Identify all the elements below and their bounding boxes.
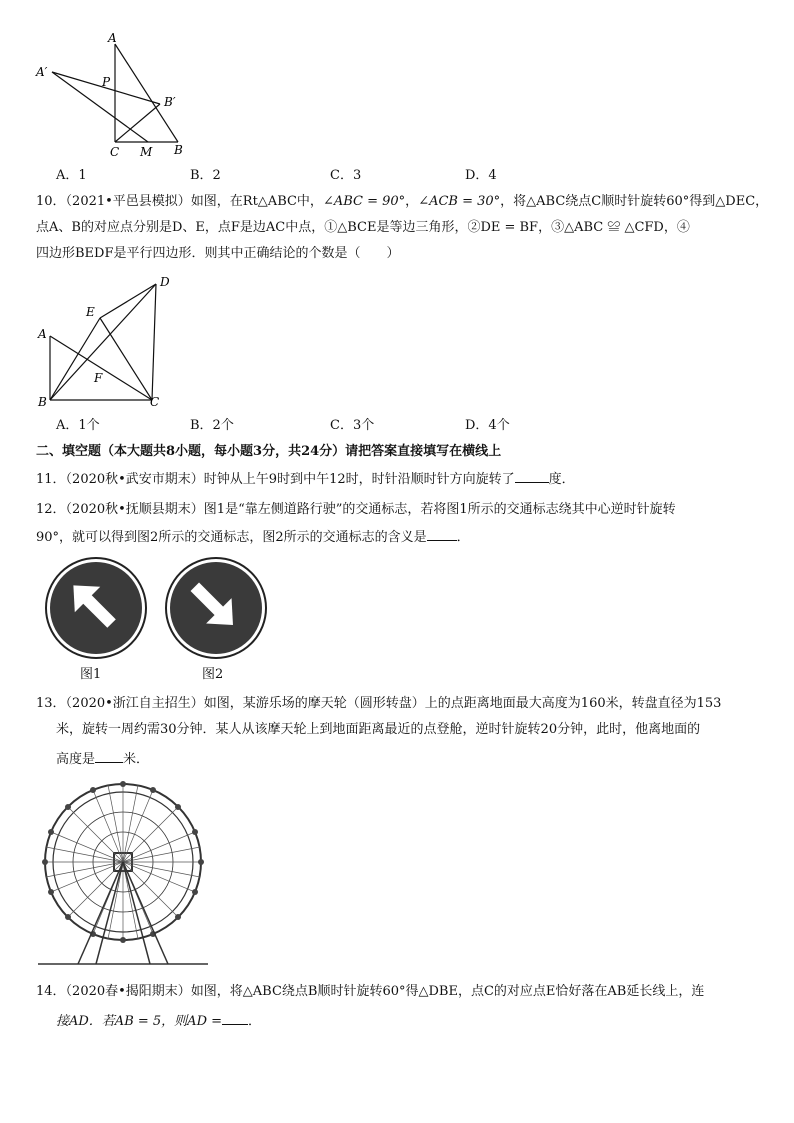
q13-line2: 米，旋转一周约需30分钟．某人从该摩天轮上到地面距离最近的点登舱，逆时针旋转20分钟，此时，他离地面的 xyxy=(56,722,701,737)
q10-line1-c: ， xyxy=(405,194,419,209)
q11-answer-blank xyxy=(515,470,549,483)
q14-answer-blank xyxy=(222,1012,248,1025)
q12-line2-end: ． xyxy=(456,530,470,545)
q13-line1: 13．（2020•浙江自主招生）如图，某游乐场的摩天轮（圆形转盘）上的点距离地面最大高度为160米，转盘直径为153 xyxy=(36,696,722,711)
q10-angle-acb: ∠ACB = 30° xyxy=(418,194,501,209)
q14-line2-end: ． xyxy=(248,1014,262,1029)
q11-text-end: 度． xyxy=(548,472,575,487)
label-P: P xyxy=(102,75,111,89)
q14-line1: 14．（2020春•揭阳期末）如图，将△ABC绕点B顺时针旋转60°得△DBE，点C的对应点E恰好落在AB延长线上，连 xyxy=(36,984,705,999)
q10-option-c: C．3个 xyxy=(330,418,375,433)
q9-option-b: B．2 xyxy=(190,168,221,183)
label-A: A xyxy=(108,31,117,45)
figure-1-caption: 图1 xyxy=(80,667,102,682)
label-D: D xyxy=(160,275,170,289)
q12-line2-text: 90°，就可以得到图2所示的交通标志，图2所示的交通标志的含义是 xyxy=(36,530,427,545)
q12-line1: 12．（2020秋•抚顺县期末）图1是“靠左侧道路行驶”的交通标志，若将图1所示的交通标志绕其中心逆时针旋转 xyxy=(36,502,676,517)
q12-line2 xyxy=(36,528,470,546)
figure-2-caption: 图2 xyxy=(202,667,224,682)
label-F: F xyxy=(94,371,103,385)
q10-figure xyxy=(32,270,182,410)
q10-option-d: D．4个 xyxy=(465,418,510,433)
label-A-prime: A′ xyxy=(36,65,48,79)
q10-angle-abc: ∠ABC = 90° xyxy=(322,194,406,209)
q10-line1-a: 10．（2021•平邑县模拟）如图，在Rt△ABC中， xyxy=(36,194,323,209)
section-2-heading: 二、填空题（本大题共8小题，每小题3分，共24分）请把答案直接填写在横线上 xyxy=(36,444,502,459)
q10-line3: 四边形BEDF是平行四边形．则其中正确结论的个数是（ ） xyxy=(36,246,400,261)
q13-line3-text: 高度是 xyxy=(56,752,96,767)
q13-answer-blank xyxy=(95,750,123,763)
q14-line2-text: 接AD．若AB = 5，则AD = xyxy=(56,1014,223,1029)
q11 xyxy=(36,470,575,488)
q10-line1 xyxy=(36,194,768,210)
q10-line2: 点A、B的对应点分别是D、E，点F是边AC中点，①△BCE是等边三角形，②DE = BF，③△ABC ≌ △CFD，④ xyxy=(36,220,690,235)
label-C: C xyxy=(150,395,160,409)
label-C: C xyxy=(110,145,120,159)
q10-option-b: B．2个 xyxy=(190,418,234,433)
q10-line1-e: ，将△ABC绕点C顺时针旋转60°得到△DEC， xyxy=(500,194,769,209)
q14-line2 xyxy=(56,1012,261,1030)
q13-line3 xyxy=(56,750,149,768)
label-B: B xyxy=(174,143,183,157)
q11-text: 11．（2020秋•武安市期末）时钟从上午9时到中午12时，时针沿顺时针方向旋转了 xyxy=(36,472,515,487)
q9-option-a: A．1 xyxy=(56,168,87,183)
traffic-sign-1 xyxy=(44,556,148,664)
label-M: M xyxy=(140,145,153,159)
ferris-wheel-image xyxy=(38,776,208,968)
q9-option-d: D．4 xyxy=(465,168,497,183)
label-B-prime: B′ xyxy=(164,95,176,109)
traffic-sign-2 xyxy=(164,556,268,664)
q9-option-c: C．3 xyxy=(330,168,362,183)
q12-answer-blank xyxy=(427,528,457,541)
label-A: A xyxy=(38,327,47,341)
label-B: B xyxy=(38,395,47,409)
label-E: E xyxy=(86,305,95,319)
q9-figure xyxy=(30,30,200,160)
q13-line3-end: 米． xyxy=(123,752,150,767)
q10-option-a: A．1个 xyxy=(56,418,100,433)
